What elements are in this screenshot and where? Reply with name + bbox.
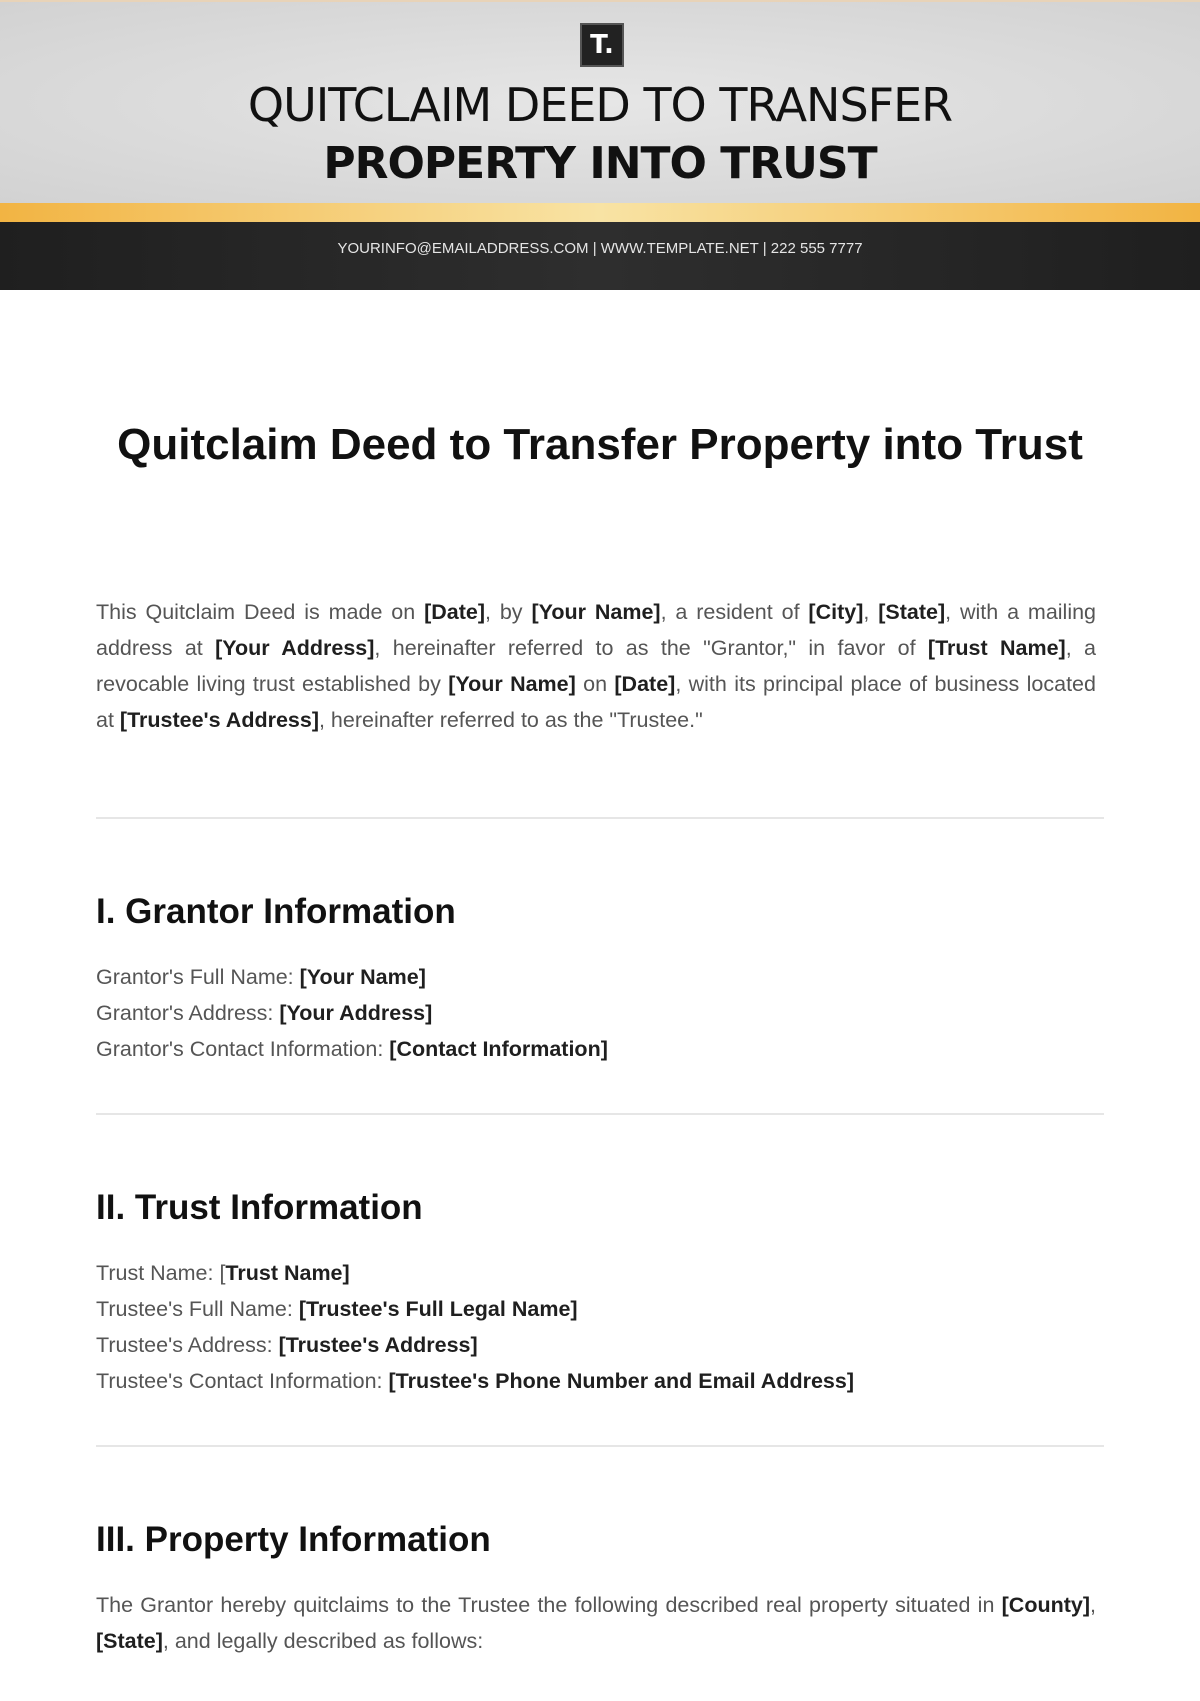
divider [96,817,1104,819]
field-value: [Trustee's Full Legal Name] [298,1297,578,1321]
section-heading-trust: II. Trust Information [96,1188,423,1227]
placeholder-text: [Your Name] [448,672,576,696]
placeholder-text: [State] [96,1629,163,1653]
placeholder-text: [Trustee's Address] [119,708,319,732]
field-value: [Your Address] [279,1001,433,1025]
field-row [96,1327,854,1363]
body-text: , with a mailing address at [96,600,1097,660]
body-text: , and legally described as follows: [162,1629,484,1653]
contact-bar [0,222,1200,290]
placeholder-text: [Your Name] [531,600,661,624]
field-row [96,1363,854,1399]
field-value: Trust Name] [225,1261,350,1285]
intro-paragraph [96,594,1096,738]
field-row [96,995,608,1031]
header-banner [0,0,1200,203]
body-text: , a revocable living trust established by [96,636,1097,696]
field-row [96,959,608,995]
body-text: , a resident of [660,600,809,624]
placeholder-text: [Trust Name] [927,636,1066,660]
field-row [96,1031,608,1067]
field-value: [Your Name] [299,965,426,989]
placeholder-text: [City] [808,600,864,624]
placeholder-text: [Date] [424,600,485,624]
document-title: Quitclaim Deed to Transfer Property into Trust [117,420,1083,469]
field-label: Grantor's Address: [96,1001,280,1025]
divider [96,1113,1104,1115]
placeholder-text: [Date] [614,672,676,696]
header-title-line2: PROPERTY INTO TRUST [323,138,877,189]
body-text: The Grantor hereby quitclaims to the Trustee the following described real property situated in [96,1593,1002,1617]
field-value: [Contact Information] [389,1037,608,1061]
field-label: Grantor's Contact Information: [96,1037,390,1061]
placeholder-text: [State] [878,600,946,624]
header-title-line1: QUITCLAIM DEED TO TRANSFER [247,78,953,132]
section-heading-property: III. Property Information [96,1520,491,1559]
field-label: Trustee's Full Name: [96,1297,299,1321]
logo-icon: T. [580,23,624,67]
body-text: This Quitclaim Deed is made on [96,600,425,624]
section-heading-grantor: I. Grantor Information [96,892,456,931]
body-text: , by [485,600,532,624]
body-text: , hereinafter referred to as the "Grantor," in favor of [374,636,928,660]
field-value: [Trustee's Address] [278,1333,478,1357]
divider [96,1445,1104,1447]
gold-stripe [0,203,1200,222]
body-text: , [1090,1593,1096,1617]
body-text: , with its principal place of business located at [96,672,1096,732]
trust-fields [96,1255,854,1399]
placeholder-text: [County] [1001,1593,1091,1617]
body-text: , hereinafter referred to as the "Trustee." [318,708,703,732]
field-label: Grantor's Full Name: [96,965,300,989]
field-row [96,1291,854,1327]
field-label: Trustee's Contact Information: [96,1369,389,1393]
body-text: on [575,672,615,696]
field-row [96,1255,854,1291]
grantor-fields [96,959,608,1067]
field-label: Trustee's Address: [96,1333,279,1357]
field-label: Trust Name: [ [96,1261,226,1285]
property-paragraph [96,1587,1096,1659]
body-text: , [863,600,879,624]
contact-info: YOURINFO@EMAILADDRESS.COM | WWW.TEMPLATE.NET | 222 555 7777 [337,240,863,257]
field-value: [Trustee's Phone Number and Email Address] [388,1369,854,1393]
placeholder-text: [Your Address] [215,636,375,660]
